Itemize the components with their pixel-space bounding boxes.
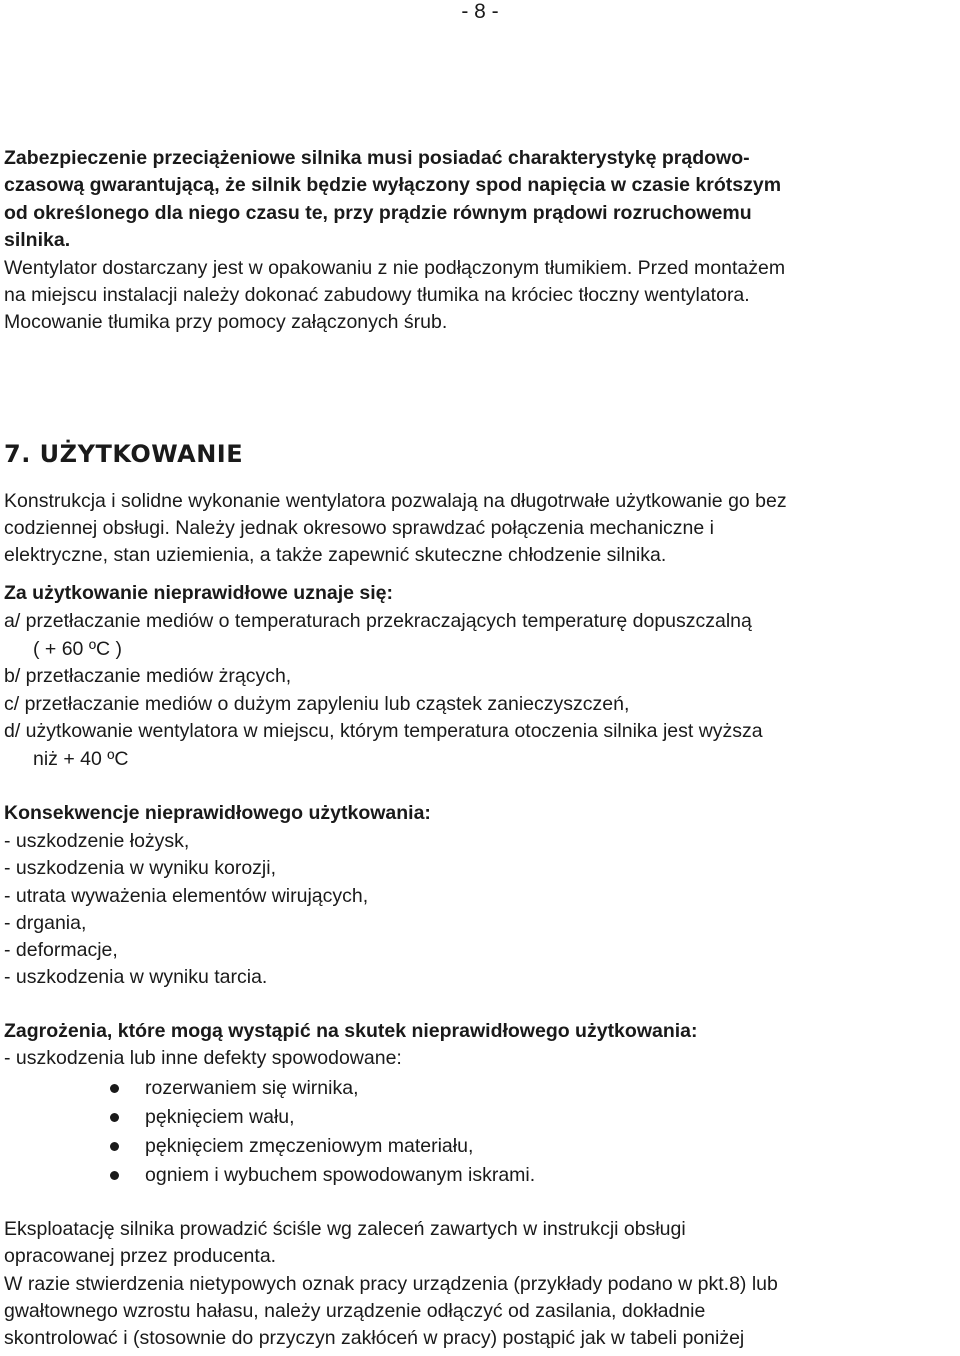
closing-line: gwałtownego wzrostu hałasu, należy urządzenie odłączyć od zasilania, dokładnie — [4, 1300, 706, 1322]
closing-line: W razie stwierdzenia nietypowych oznak pracy urządzenia (przykłady podano w pkt.8) lub — [4, 1273, 778, 1295]
intro-line: na miejscu instalacji należy dokonać zabudowy tłumika na króciec tłoczny wentylatora. — [4, 284, 750, 306]
list-item — [0, 1074, 535, 1103]
consequence-item: - uszkodzenie łożysk, — [4, 830, 190, 852]
consequence-item: - utrata wyważenia elementów wirujących, — [4, 885, 369, 907]
intro-line: Wentylator dostarczany jest w opakowaniu z nie podłączonym tłumikiem. Przed montażem — [4, 257, 786, 279]
consequences-heading: Konsekwencje nieprawidłowego użytkowania: — [4, 802, 431, 824]
section-line: Konstrukcja i solidne wykonanie wentylatora pozwalają na długotrwałe użytkowanie go bez — [4, 490, 787, 512]
section-heading: 7. UŻYTKOWANIE — [4, 440, 244, 468]
hazards-intro: - uszkodzenia lub inne defekty spowodowane: — [4, 1047, 402, 1069]
improper-use-heading: Za użytkowanie nieprawidłowe uznaje się: — [4, 582, 394, 604]
hazards-bullet-list — [0, 1074, 535, 1190]
intro-line: Mocowanie tłumika przy pomocy załączonych śrub. — [4, 311, 448, 333]
intro-bold-line: od określonego dla niego czasu te, przy prądzie równym prądowi rozruchowemu — [4, 202, 752, 224]
list-item — [0, 1161, 535, 1190]
list-item-text: pęknięciem wału, — [145, 1106, 295, 1128]
closing-line: skontrolować i (stosownie do przyczyn zakłóceń w pracy) postąpić jak w tabeli poniżej — [4, 1327, 745, 1349]
list-item-text: ogniem i wybuchem spowodowanym iskrami. — [145, 1164, 536, 1186]
closing-line: opracowanej przez producenta. — [4, 1245, 277, 1267]
intro-bold-line: silnika. — [4, 229, 71, 251]
improper-use-line: ( + 60 ºC ) — [33, 638, 122, 660]
consequence-item: - deformacje, — [4, 939, 118, 961]
improper-use-line: b/ przetłaczanie mediów żrących, — [4, 665, 292, 687]
intro-bold-line: Zabezpieczenie przeciążeniowe silnika musi posiadać charakterystykę prądowo- — [4, 147, 750, 169]
list-item — [0, 1132, 535, 1161]
hazards-heading: Zagrożenia, które mogą wystąpić na skutek nieprawidłowego użytkowania: — [4, 1020, 698, 1042]
improper-use-line: a/ przetłaczanie mediów o temperaturach przekraczających temperaturę dopuszczalną — [4, 610, 752, 632]
list-item-text: rozerwaniem się wirnika, — [145, 1077, 359, 1099]
bullet-icon — [110, 1171, 119, 1180]
improper-use-line: c/ przetłaczanie mediów o dużym zapyleniu lub cząstek zanieczyszczeń, — [4, 693, 630, 715]
improper-use-line: d/ użytkowanie wentylatora w miejscu, którym temperatura otoczenia silnika jest wyższa — [4, 720, 763, 742]
bullet-icon — [110, 1084, 119, 1093]
section-line: elektryczne, stan uziemienia, a także zapewnić skuteczne chłodzenie silnika. — [4, 544, 667, 566]
bullet-icon — [110, 1113, 119, 1122]
consequence-item: - uszkodzenia w wyniku tarcia. — [4, 966, 268, 988]
closing-line: Eksploatację silnika prowadzić ściśle wg zaleceń zawartych w instrukcji obsługi — [4, 1218, 686, 1240]
intro-bold-line: czasową gwarantującą, że silnik będzie wyłączony spod napięcia w czasie krótszym — [4, 174, 782, 196]
page-number: - 8 - — [461, 0, 499, 23]
list-item-text: pęknięciem zmęczeniowym materiału, — [145, 1135, 474, 1157]
list-item — [0, 1103, 535, 1132]
section-line: codziennej obsługi. Należy jednak okresowo sprawdzać połączenia mechaniczne i — [4, 517, 714, 539]
consequence-item: - uszkodzenia w wyniku korozji, — [4, 857, 277, 879]
consequence-item: - drgania, — [4, 912, 87, 934]
improper-use-line: niż + 40 ºC — [33, 748, 129, 770]
bullet-icon — [110, 1142, 119, 1151]
